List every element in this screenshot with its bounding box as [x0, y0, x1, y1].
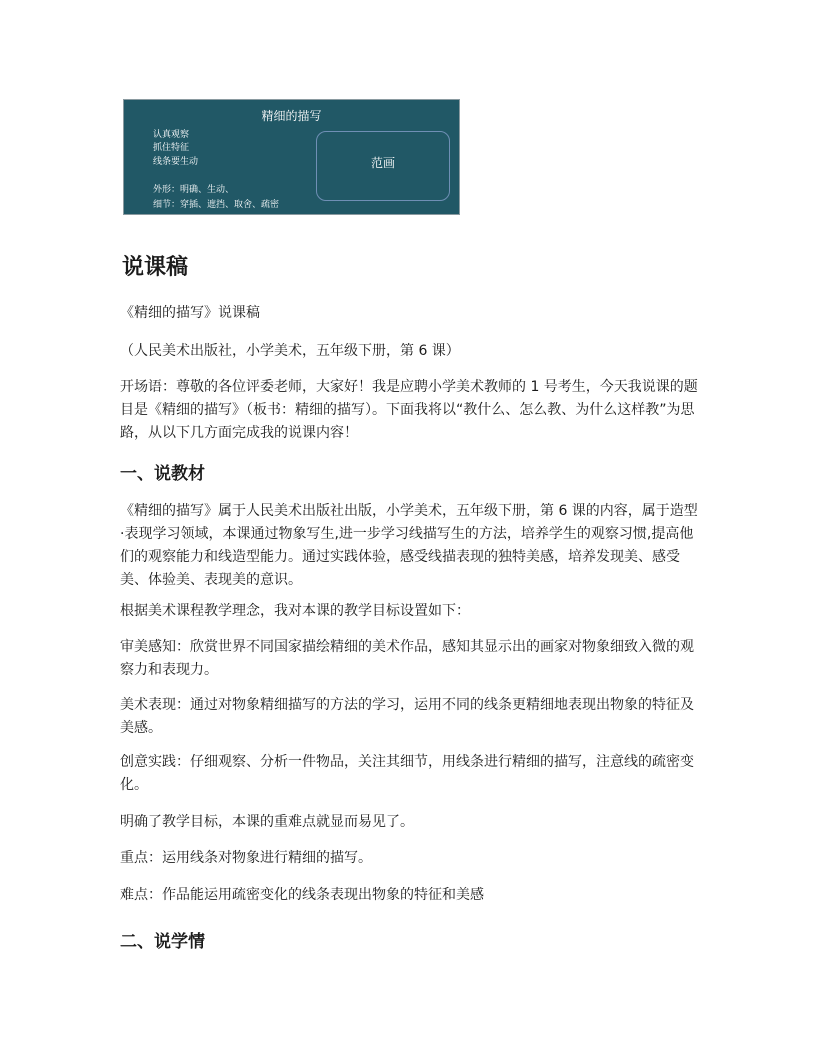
paragraph: 明确了教学目标，本课的重难点就显而易见了。 [120, 814, 414, 830]
board-line: 细节：穿插、遮挡、取舍、疏密 [153, 200, 280, 210]
paragraph: 美术表现：通过对物象精细描写的方法的学习，运用不同的线条更精细地表现出物象的特征及美感。 [120, 697, 694, 736]
paragraph: 根据美术课程教学理念，我对本课的教学目标设置如下： [120, 603, 470, 619]
section-heading: 一、说教材 [120, 464, 205, 484]
paragraph: 《精细的描写》说课稿 [120, 305, 260, 321]
paragraph: 《精细的描写》属于人民美术出版社出版，小学美术，五年级下册，第 6 课的内容，属于造型·表现学习领域，本课通过物象写生,进一步学习线描写生的方法，培养学生的观察习惯,提高他们的观察能力和线造型能力。通过实践体验，感受线描表现的独特美感，培养发现美、感受美、体验美、表现美的意识。 [120, 503, 698, 588]
sample-drawing-box [316, 131, 450, 201]
paragraph: 重点：运用线条对物象进行精细的描写。 [120, 850, 372, 866]
board-line: 外形：明确、生动、 [153, 185, 235, 195]
board-line: 线条要生动 [153, 157, 199, 167]
paragraph: 开场语：尊敬的各位评委老师，大家好！我是应聘小学美术教师的 1 号考生，今天我说课的题目是《精细的描写》（板书：精细的描写）。下面我将以“教什么、怎么教、为什么这样教”为思路，从以下几方面完成我的说课内容！ [120, 379, 698, 441]
section-heading: 二、说学情 [120, 932, 205, 952]
paragraph: 难点：作品能运用疏密变化的线条表现出物象的特征和美感 [120, 887, 484, 903]
page-title: 说课稿 [122, 255, 189, 280]
blackboard-figure [123, 99, 460, 215]
sample-drawing-label: 范画 [370, 156, 395, 170]
paragraph: （人民美术出版社，小学美术，五年级下册，第 6 课） [120, 343, 460, 359]
paragraph: 审美感知：欣赏世界不同国家描绘精细的美术作品，感知其显示出的画家对物象细致入微的观察力和表现力。 [120, 639, 694, 678]
paragraph: 创意实践：仔细观察、分析一件物品，关注其细节，用线条进行精细的描写，注意线的疏密变化。 [120, 754, 694, 793]
board-line: 认真观察 [153, 130, 190, 140]
board-title: 精细的描写 [261, 109, 322, 123]
board-line: 抓住特征 [153, 143, 190, 153]
